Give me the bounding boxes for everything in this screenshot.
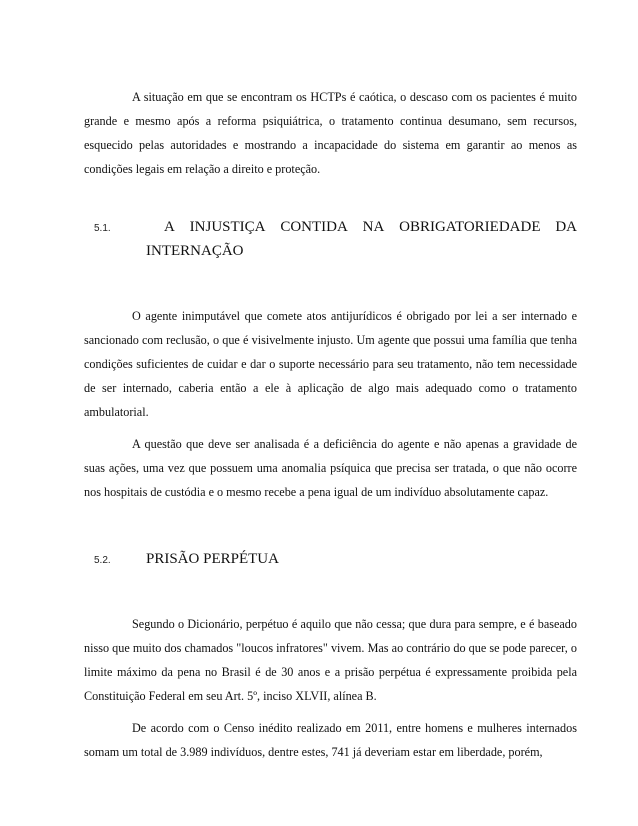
paragraph-perpetual-definition: Segundo o Dicionário, perpétuo é aquilo que não cessa; que dura para sempre, e é baseado nisso que muito dos chamados "loucos infratores" vivem. Mas ao contrário do que se pode parecer, o limite máximo da pena no Brasil é de 30 anos e a prisão perpétua é expressamente proibida pela Constituição Federal em seu Art. 5º, inciso XLVII, alínea B. bbox=[84, 617, 577, 703]
paragraph-inimputavel-agent: O agente inimputável que comete atos antijurídicos é obrigado por lei a ser internado e sancionado com reclusão, o que é visivelmente injusto. Um agente que possui uma família que tenha condições suficientes de cuidar e dar o suporte necessário para seu tratamento, não tem necessidade de ser internado, caberia então a ele à aplicação de algo mais adequado como o tratamento ambulatorial. bbox=[84, 309, 577, 419]
title-word: INJUSTIÇA bbox=[189, 219, 266, 235]
section-title-line-1 bbox=[146, 215, 577, 239]
paragraph-hctps-situation: A situação em que se encontram os HCTPs é caótica, o descaso com os pacientes é muito grande e mesmo após a reforma psiquiátrica, o tratamento continua desumano, sem recursos, esquecido pelas autoridades e mostrando a incapacidade do sistema em garantir ao menos as condições legais em relação a direito e proteção. bbox=[84, 90, 577, 176]
paragraph-deficiency-question: A questão que deve ser analisada é a deficiência do agente e não apenas a gravidade de suas ações, uma vez que possuem uma anomalia psíquica que precisa ser tratada, o que não ocorre nos hospitais de custódia e o mesmo recebe a pena igual de um indivíduo absolutamente capaz. bbox=[84, 437, 577, 499]
title-word: CONTIDA bbox=[280, 219, 348, 235]
section-title: PRISÃO PERPÉTUA bbox=[146, 551, 279, 567]
section-number: 5.2. bbox=[94, 555, 111, 566]
paragraph-census-2011: De acordo com o Censo inédito realizado em 2011, entre homens e mulheres internados somam um total de 3.989 indivíduos, dentre estes, 741 já deveriam estar em liberdade, porém, bbox=[84, 721, 577, 759]
section-heading-5-1 bbox=[84, 215, 577, 263]
title-word: A bbox=[164, 219, 175, 235]
title-word: NA bbox=[362, 219, 385, 235]
section-title-line-2: INTERNAÇÃO bbox=[146, 243, 244, 259]
title-word: DA bbox=[555, 219, 577, 235]
title-word: OBRIGATORIEDADE bbox=[399, 219, 541, 235]
document-body bbox=[84, 85, 577, 764]
section-number: 5.1. bbox=[94, 223, 111, 234]
section-heading-5-2 bbox=[84, 547, 577, 571]
